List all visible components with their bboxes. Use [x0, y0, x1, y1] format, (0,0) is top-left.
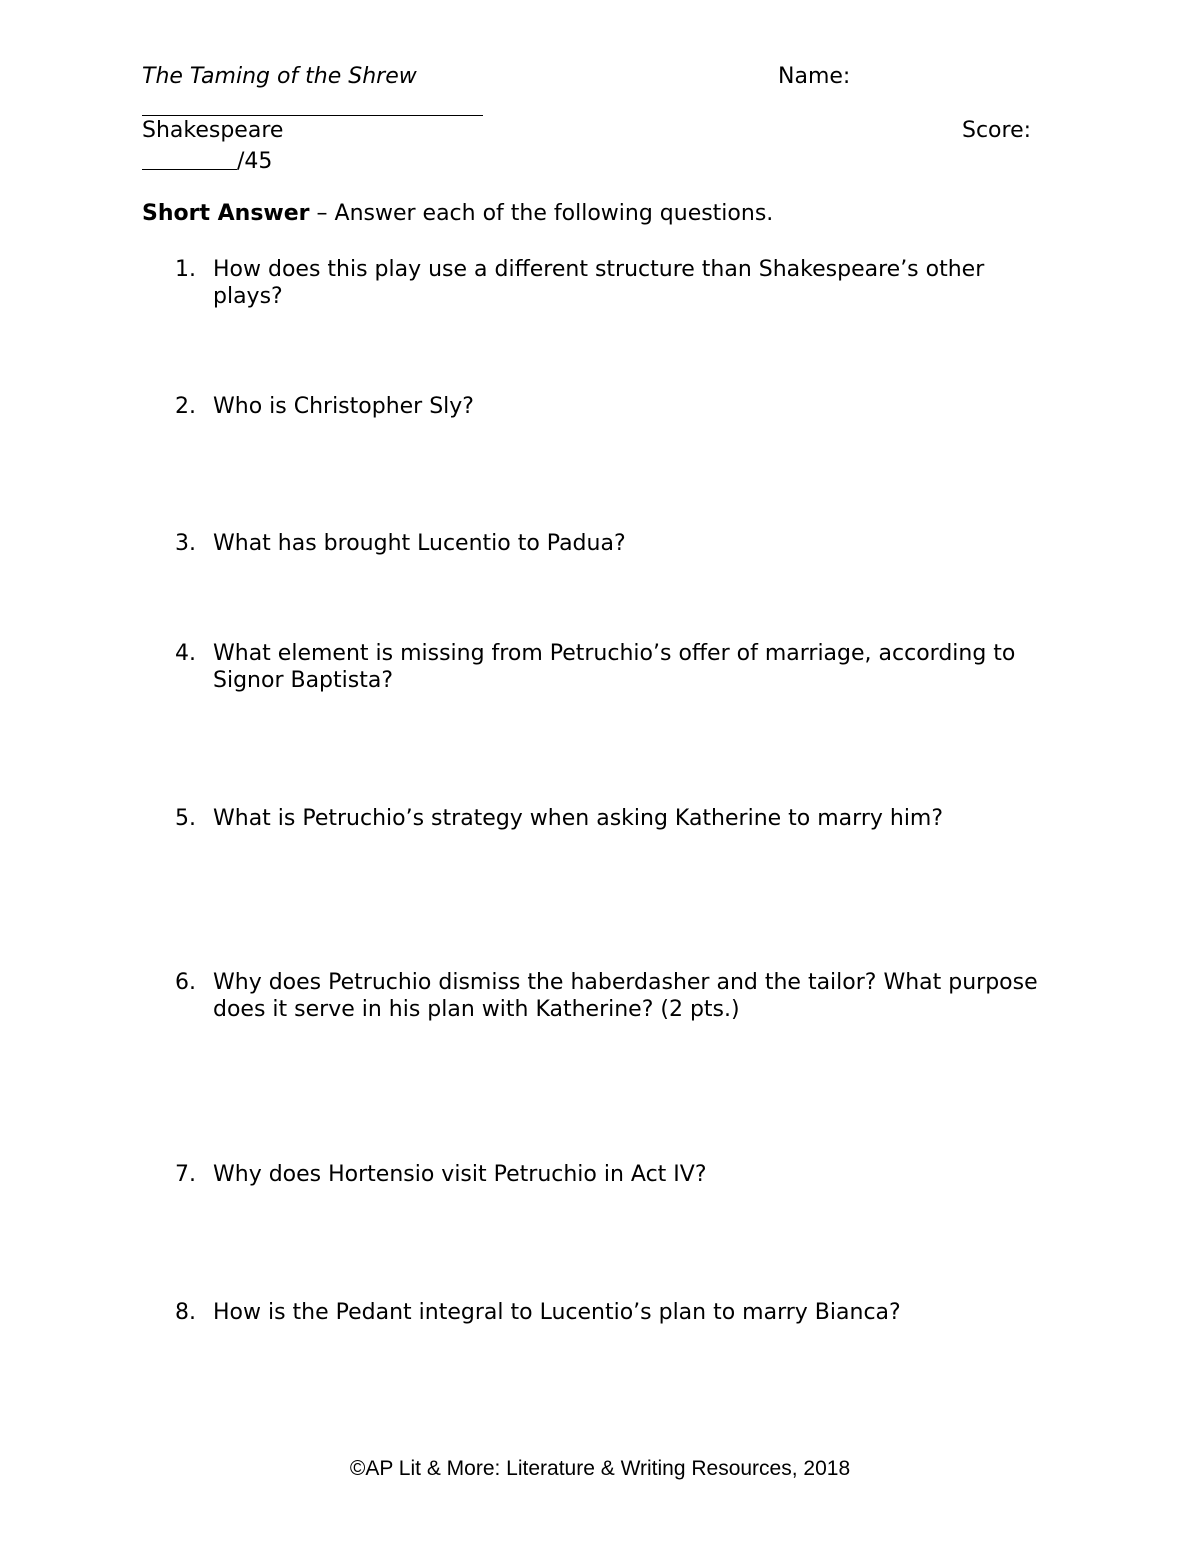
question-item [175, 1161, 1055, 1188]
question-item [175, 805, 1055, 832]
question-number: 5. [175, 806, 196, 831]
question-text: Who is Christopher Sly? [213, 394, 474, 419]
score-total: /45 [237, 149, 273, 174]
name-label: Name: [778, 64, 851, 89]
question-text: What element is missing from Petruchio’s offer of marriage, according to Signor Baptista? [213, 641, 1016, 693]
question-item [175, 1299, 1055, 1326]
name-blank-line [142, 115, 483, 116]
instructions [142, 201, 773, 226]
instructions-heading: Short Answer [142, 201, 310, 226]
question-number: 3. [175, 531, 196, 556]
question-number: 8. [175, 1300, 196, 1325]
question-text: How is the Pedant integral to Lucentio’s plan to marry Bianca? [213, 1300, 901, 1325]
question-item [175, 969, 1055, 1023]
question-number: 2. [175, 394, 196, 419]
question-number: 7. [175, 1162, 196, 1187]
score-line [142, 147, 272, 174]
question-item [175, 393, 1055, 420]
question-text: How does this play use a different structure than Shakespeare’s other plays? [213, 257, 985, 309]
question-number: 1. [175, 257, 196, 282]
author-label: Shakespeare [142, 118, 284, 143]
question-text: What has brought Lucentio to Padua? [213, 531, 626, 556]
score-label: Score: [962, 118, 1032, 143]
copyright-footer: ©AP Lit & More: Literature & Writing Resources, 2018 [349, 1457, 851, 1480]
question-item [175, 530, 1055, 557]
instructions-text: – Answer each of the following questions. [309, 201, 774, 226]
question-text: Why does Hortensio visit Petruchio in Act IV? [213, 1162, 707, 1187]
question-item [175, 640, 1055, 694]
document-title: The Taming of the Shrew [142, 64, 417, 89]
score-blank [142, 147, 237, 170]
question-number: 4. [175, 641, 196, 666]
question-item [175, 256, 1055, 310]
question-text: What is Petruchio’s strategy when asking Katherine to marry him? [213, 806, 944, 831]
question-number: 6. [175, 970, 196, 995]
question-text: Why does Petruchio dismiss the haberdasher and the tailor? What purpose does it serve in his plan with Katherine? (2 pts.) [213, 970, 1038, 1022]
